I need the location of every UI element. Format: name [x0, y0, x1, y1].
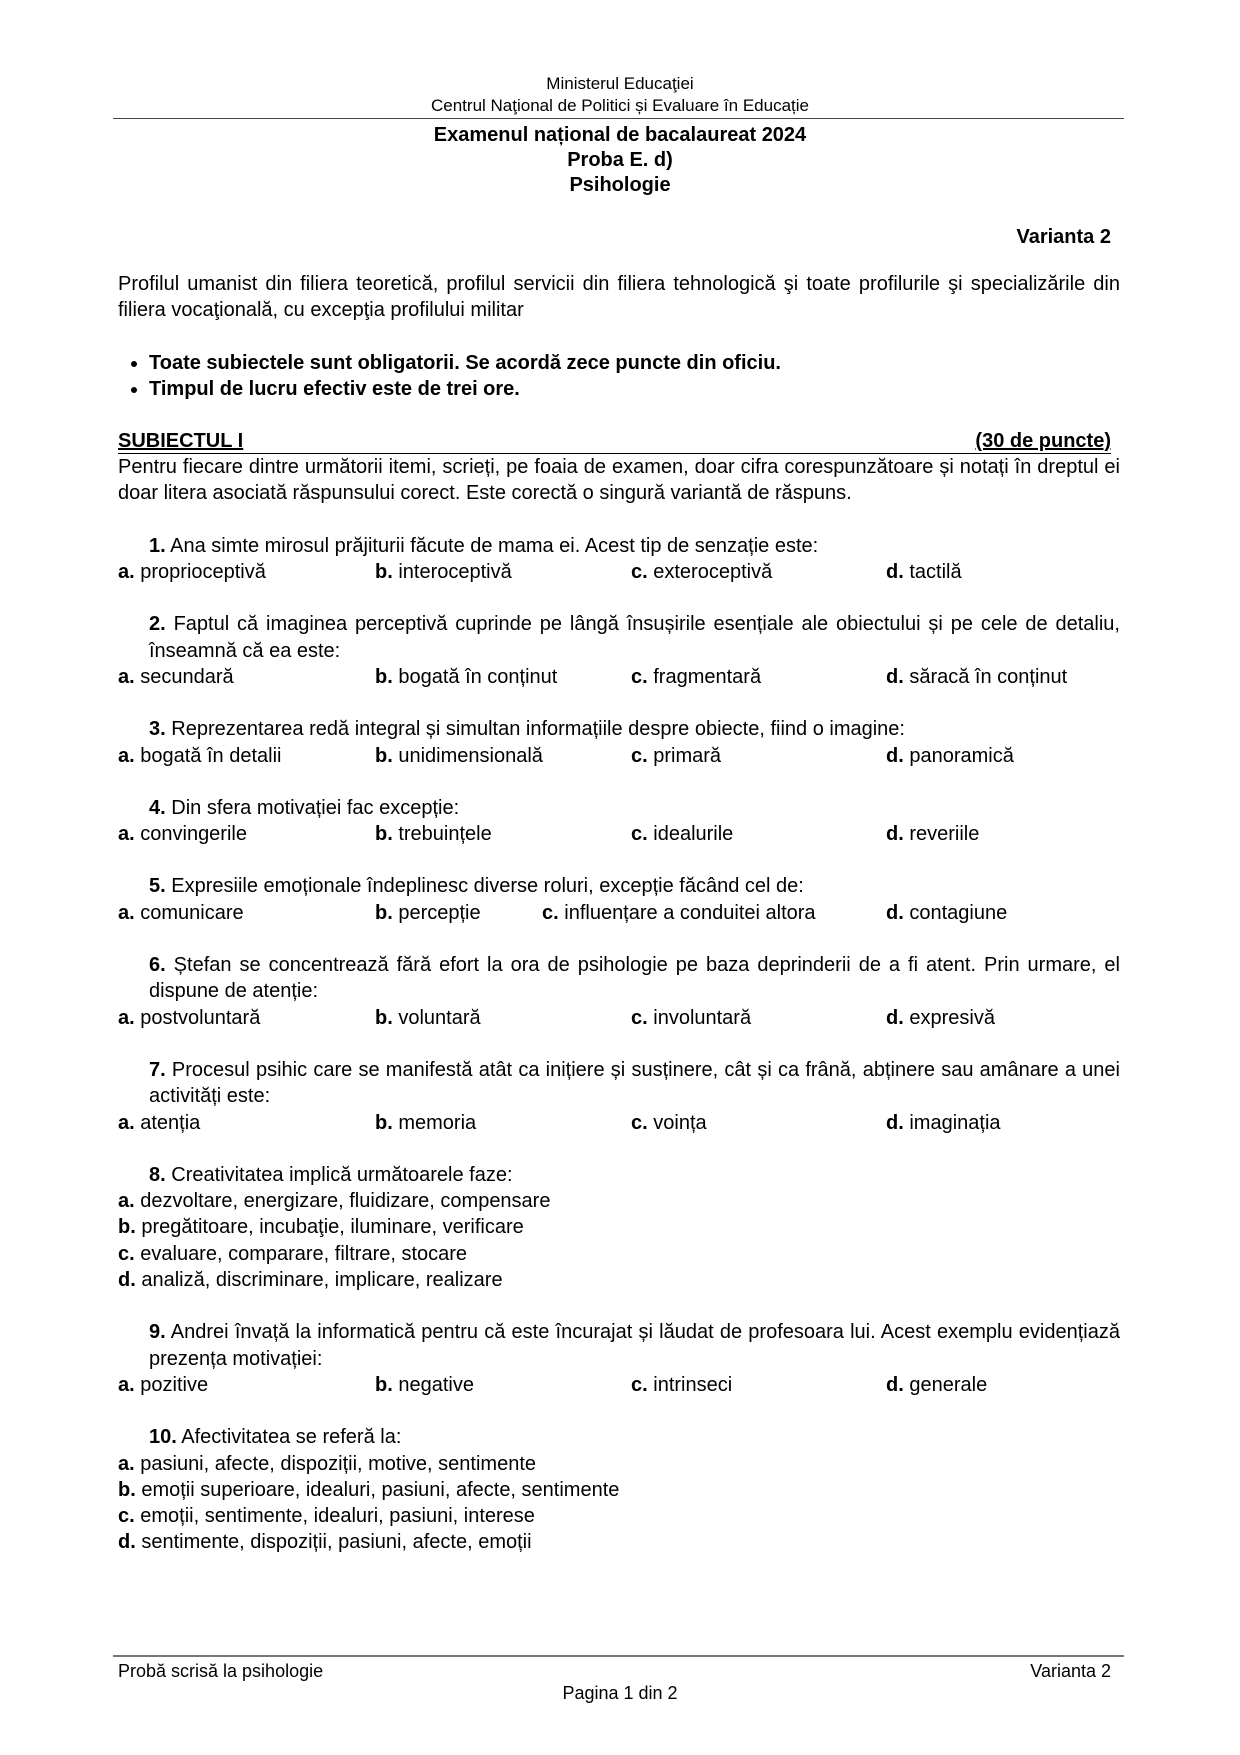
question-text — [118, 873, 1120, 899]
answer-option — [118, 1188, 1120, 1214]
answer-option — [886, 821, 979, 847]
option-letter: b. — [375, 1006, 393, 1029]
question-prompt: Din sfera motivației fac excepție: — [171, 796, 460, 819]
option-letter: b. — [375, 901, 393, 924]
option-text: sentimente, dispoziții, pasiuni, afecte, emoții — [141, 1531, 532, 1554]
option-letter: c. — [542, 901, 559, 924]
question-text — [118, 952, 1120, 1005]
option-letter: d. — [886, 561, 904, 584]
option-letter: d. — [886, 1373, 904, 1396]
option-letter: b. — [375, 744, 393, 767]
option-text: bogată în detalii — [140, 744, 282, 767]
question-text — [118, 533, 1120, 559]
option-text: convingerile — [140, 823, 247, 846]
exam-title: Examenul național de bacalaureat 2024 — [433, 124, 807, 146]
question-item — [118, 533, 1120, 586]
question-item — [118, 1057, 1120, 1136]
question-text — [118, 1162, 1120, 1188]
question-number: 3. — [149, 718, 166, 741]
option-letter: c. — [631, 823, 648, 846]
option-text: idealurile — [653, 823, 734, 846]
question-text — [118, 716, 1120, 742]
option-text: memoria — [398, 1111, 477, 1134]
question-item — [118, 952, 1120, 1031]
option-letter: d. — [118, 1531, 136, 1554]
answer-option — [118, 664, 234, 690]
question-list — [118, 533, 1120, 1556]
answer-option — [118, 559, 266, 585]
option-letter: d. — [118, 1269, 136, 1292]
answer-option — [631, 664, 761, 690]
option-text: negative — [398, 1373, 474, 1396]
question-text — [118, 1424, 1120, 1450]
option-text: analiză, discriminare, implicare, realizare — [141, 1269, 503, 1292]
option-letter: b. — [375, 561, 393, 584]
answer-option — [118, 1267, 1120, 1293]
question-text — [118, 795, 1120, 821]
option-letter: a. — [118, 1373, 135, 1396]
option-letter: d. — [886, 901, 904, 924]
footer-left: Probă scrisă la psihologie — [118, 1661, 324, 1681]
ministry-name: Ministerul Educaţiei — [546, 74, 694, 93]
option-letter: b. — [375, 823, 393, 846]
question-number: 1. — [149, 534, 166, 557]
answer-options — [118, 900, 1120, 926]
option-text: pozitive — [140, 1373, 209, 1396]
option-text: emoții superioare, idealuri, pasiuni, afecte, sentimente — [141, 1478, 620, 1501]
question-prompt: Andrei învață la informatică pentru că este încurajat și lăudat de profesoara lui. Acest exemplu evidențiază prezența motivației: — [149, 1321, 1120, 1370]
option-letter: d. — [886, 665, 904, 688]
variant-label: Varianta 2 — [1016, 226, 1111, 248]
option-text: dezvoltare, energizare, fluidizare, compensare — [140, 1190, 551, 1213]
option-text: involuntară — [653, 1006, 752, 1029]
option-text: voluntară — [398, 1006, 481, 1029]
option-letter: c. — [631, 1111, 648, 1134]
option-letter: c. — [118, 1505, 135, 1528]
option-text: emoții, sentimente, idealuri, pasiuni, interese — [140, 1505, 535, 1528]
option-letter: a. — [118, 1006, 135, 1029]
option-text: bogată în conținut — [398, 665, 558, 688]
question-number: 10. — [149, 1426, 177, 1449]
option-text: primară — [653, 744, 722, 767]
profile-text: Profilul umanist din filiera teoretică, profilul servicii din filiera tehnologică şi toate profilurile şi specializările din filiera vocaţională, cu excepţia profilului militar — [118, 273, 1120, 322]
answer-option — [375, 559, 512, 585]
answer-option — [886, 1372, 987, 1398]
option-text: proprioceptivă — [140, 561, 266, 584]
answer-option — [886, 1005, 995, 1031]
option-text: imaginația — [909, 1111, 1001, 1134]
question-prompt: Procesul psihic care se manifestă atât ca inițiere și susținere, cât și ca frână, abținere sau amânare a unei activități este: — [149, 1058, 1120, 1108]
question-item — [118, 1319, 1120, 1398]
answer-options — [118, 1005, 1120, 1031]
section-points: (30 de puncte) — [975, 430, 1111, 453]
question-text — [118, 1319, 1120, 1372]
answer-options — [118, 1451, 1120, 1556]
answer-option — [631, 821, 733, 847]
option-letter: a. — [118, 1452, 135, 1475]
option-text: evaluare, comparare, filtrare, stocare — [140, 1242, 468, 1265]
answer-option — [631, 1005, 751, 1031]
option-letter: b. — [375, 665, 393, 688]
question-text — [118, 1057, 1120, 1110]
option-text: percepție — [398, 901, 481, 924]
option-text: contagiune — [909, 901, 1008, 924]
answer-options — [118, 1188, 1120, 1293]
answer-options — [118, 743, 1120, 769]
option-letter: b. — [118, 1216, 136, 1239]
question-prompt: Faptul că imaginea perceptivă cuprinde pe lângă însușirile esențiale ale obiectului și pe cele de detaliu, înseamnă că ea este: — [149, 613, 1120, 662]
answer-option — [631, 1372, 732, 1398]
option-letter: c. — [118, 1242, 135, 1265]
answer-option — [118, 1241, 1120, 1267]
answer-option — [118, 1214, 1120, 1240]
answer-option — [118, 1451, 1120, 1477]
question-number: 2. — [149, 613, 166, 636]
answer-options — [118, 664, 1120, 690]
option-letter: c. — [631, 665, 648, 688]
answer-option — [375, 900, 481, 926]
option-text: fragmentară — [653, 665, 762, 688]
option-text: generale — [909, 1373, 988, 1396]
answer-options — [118, 1110, 1120, 1136]
option-text: unidimensională — [398, 744, 543, 767]
option-text: trebuințele — [398, 823, 492, 846]
answer-option — [375, 1005, 481, 1031]
option-letter: a. — [118, 1190, 135, 1213]
exam-body — [118, 271, 1120, 1556]
question-number: 5. — [149, 875, 166, 898]
answer-option — [886, 664, 1067, 690]
section-heading — [118, 429, 1111, 454]
answer-options — [118, 559, 1120, 585]
question-item — [118, 1162, 1120, 1293]
answer-option — [375, 664, 557, 690]
option-text: expresivă — [909, 1006, 995, 1029]
option-letter: b. — [118, 1478, 136, 1501]
question-number: 6. — [149, 954, 166, 977]
option-letter: d. — [886, 823, 904, 846]
option-letter: d. — [886, 1111, 904, 1134]
question-text — [118, 611, 1120, 664]
answer-option — [375, 743, 543, 769]
question-item — [118, 1424, 1120, 1555]
option-letter: c. — [631, 1373, 648, 1396]
option-text: secundară — [140, 665, 234, 688]
question-prompt: Ana simte mirosul prăjiturii făcute de mama ei. Acest tip de senzație este: — [170, 534, 819, 557]
question-prompt: Creativitatea implică următoarele faze: — [171, 1163, 513, 1186]
section-instructions: Pentru fiecare dintre următorii itemi, scrieți, pe foaia de examen, doar cifra corespunzătoare și notați în dreptul ei doar litera asociată răspunsului corect. Este corectă o singură variantă de răspuns. — [118, 456, 1120, 505]
answer-option — [118, 1110, 200, 1136]
answer-option — [375, 821, 492, 847]
option-letter: c. — [631, 1006, 648, 1029]
option-letter: c. — [631, 744, 648, 767]
option-text: comunicare — [140, 901, 244, 924]
rule-item: • Timpul de lucru efectiv este de trei ore. — [149, 376, 1120, 402]
answer-options — [118, 1372, 1120, 1398]
option-text: atenția — [140, 1111, 201, 1134]
option-letter: a. — [118, 1111, 135, 1134]
question-number: 8. — [149, 1163, 166, 1186]
option-text: reveriile — [909, 823, 980, 846]
option-letter: a. — [118, 561, 135, 584]
answer-option — [118, 1477, 1120, 1503]
question-number: 7. — [149, 1058, 166, 1081]
exam-proba: Proba E. d) — [567, 149, 673, 171]
option-letter: a. — [118, 744, 135, 767]
option-letter: a. — [118, 901, 135, 924]
answer-option — [631, 1110, 707, 1136]
question-item — [118, 873, 1120, 926]
answer-option — [118, 1529, 1120, 1555]
option-letter: b. — [375, 1111, 393, 1134]
answer-option — [118, 821, 247, 847]
rule-item: • Toate subiectele sunt obligatorii. Se acordă zece puncte din oficiu. — [149, 350, 1120, 376]
question-prompt: Ștefan se concentrează fără efort la ora de psihologie pe baza deprinderii de a fi atent. Prin urmare, el dispune de atenție: — [149, 954, 1120, 1003]
answer-option — [631, 559, 772, 585]
question-item — [118, 611, 1120, 690]
answer-option — [118, 900, 244, 926]
answer-option — [118, 1372, 208, 1398]
footer-variant: Varianta 2 — [1030, 1661, 1111, 1681]
question-number: 9. — [149, 1321, 166, 1344]
answer-option — [375, 1110, 476, 1136]
question-prompt: Expresiile emoționale îndeplinesc diverse roluri, excepție făcând cel de: — [171, 875, 804, 898]
option-letter: d. — [886, 1006, 904, 1029]
header-divider — [113, 118, 1124, 119]
answer-option — [118, 1005, 260, 1031]
answer-option — [631, 743, 721, 769]
page-number: Pagina 1 din 2 — [562, 1683, 678, 1703]
option-text: postvoluntară — [140, 1006, 261, 1029]
option-letter: a. — [118, 665, 135, 688]
option-text: interoceptivă — [398, 561, 512, 584]
option-text: influențare a conduitei altora — [564, 901, 816, 924]
option-text: intrinseci — [653, 1373, 733, 1396]
option-letter: a. — [118, 823, 135, 846]
option-text: pregătitoare, incubaţie, iluminare, verificare — [141, 1216, 524, 1239]
answer-option — [886, 743, 1014, 769]
question-prompt: Reprezentarea redă integral și simultan informațiile despre obiecte, fiind o imagine: — [171, 718, 905, 741]
question-item — [118, 716, 1120, 769]
footer-divider — [113, 1655, 1124, 1657]
question-item — [118, 795, 1120, 848]
option-text: pasiuni, afecte, dispoziții, motive, sentimente — [140, 1452, 537, 1475]
answer-option — [886, 900, 1007, 926]
option-letter: b. — [375, 1373, 393, 1396]
option-letter: d. — [886, 744, 904, 767]
option-text: panoramică — [909, 744, 1014, 767]
answer-option — [886, 559, 962, 585]
option-letter: c. — [631, 561, 648, 584]
question-number: 4. — [149, 796, 166, 819]
answer-option — [886, 1110, 1001, 1136]
option-text: voința — [653, 1111, 707, 1134]
option-text: săracă în conținut — [909, 665, 1068, 688]
answer-option — [118, 743, 281, 769]
answer-options — [118, 821, 1120, 847]
option-text: tactilă — [909, 561, 962, 584]
answer-option — [118, 1503, 1120, 1529]
option-text: exteroceptivă — [653, 561, 773, 584]
section-title: SUBIECTUL I — [118, 430, 244, 453]
answer-option — [542, 900, 816, 926]
rules-list — [118, 350, 1120, 403]
center-name: Centrul Naţional de Politici și Evaluare în Educație — [431, 96, 809, 115]
answer-option — [375, 1372, 474, 1398]
question-prompt: Afectivitatea se referă la: — [181, 1426, 402, 1449]
exam-subject: Psihologie — [569, 174, 671, 196]
